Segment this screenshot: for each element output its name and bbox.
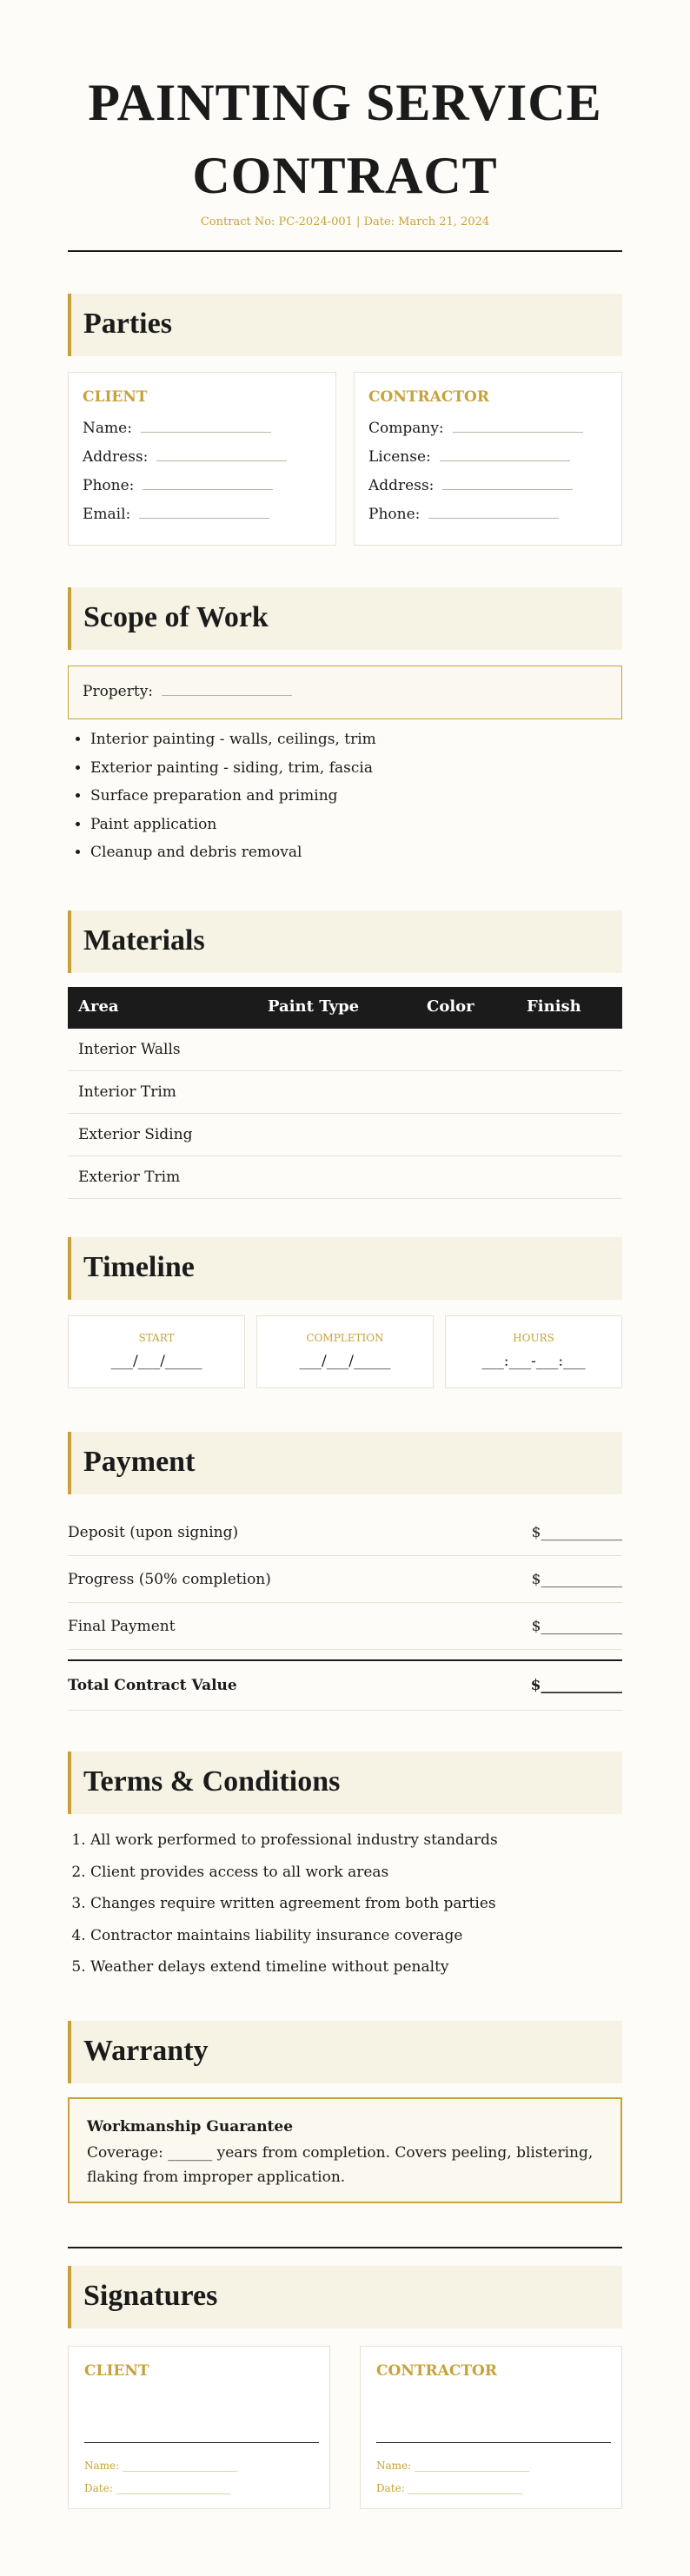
contractor-box <box>354 372 622 546</box>
section-payment-header <box>68 1432 622 1494</box>
client-address-field[interactable]: Address: <box>83 448 287 466</box>
contract-meta: Contract No: PC-2024-001 | Date: March 21, 2024 <box>200 215 490 228</box>
payment-row <box>68 1604 622 1650</box>
client-signature-line[interactable] <box>84 2442 319 2443</box>
payment-row <box>68 1510 622 1556</box>
section-materials-header <box>68 911 622 973</box>
table-row: Interior Walls <box>68 1029 622 1071</box>
client-phone-field[interactable]: Phone: <box>83 477 273 494</box>
table-header-row <box>68 987 622 1029</box>
total-label: Total Contract Value <box>68 1677 237 1694</box>
terms-list <box>68 1824 629 1983</box>
scope-list <box>68 725 612 867</box>
column-header-color: Color <box>427 997 474 1016</box>
materials-table <box>68 987 622 1199</box>
section-title: Warranty <box>83 2035 209 2067</box>
list-item: • Exterior painting - siding, trim, fascia <box>90 754 612 783</box>
page-title <box>0 66 690 212</box>
contractor-date-line[interactable]: Date: ______________________ <box>376 2482 523 2494</box>
section-terms-header <box>68 1752 622 1814</box>
client-signature-box[interactable] <box>68 2346 330 2509</box>
header-divider <box>68 250 622 252</box>
total-amount[interactable]: $___________ <box>530 1677 622 1694</box>
payment-label: Final Payment <box>68 1618 176 1635</box>
contractor-address-field[interactable]: Address: <box>368 477 573 494</box>
list-item: • Interior painting - walls, ceilings, trim <box>90 725 612 754</box>
payment-amount[interactable]: $___________ <box>531 1524 622 1541</box>
section-title: Parties <box>83 308 172 340</box>
section-title: Terms & Conditions <box>83 1765 341 1798</box>
client-email-field[interactable]: Email: <box>83 506 269 523</box>
payment-label: Deposit (upon signing) <box>68 1524 239 1541</box>
table-row: Exterior Trim <box>68 1156 622 1199</box>
payment-label: Progress (50% completion) <box>68 1571 271 1588</box>
completion-label: COMPLETION <box>306 1332 384 1344</box>
table-row: Exterior Siding <box>68 1114 622 1156</box>
payment-total-row <box>68 1663 622 1711</box>
warranty-box <box>68 2097 622 2203</box>
section-title: Signatures <box>83 2280 218 2312</box>
timeline-completion-box[interactable] <box>256 1315 434 1388</box>
section-title: Timeline <box>83 1251 195 1283</box>
column-header-finish: Finish <box>527 997 581 1016</box>
contractor-license-field[interactable]: License: <box>368 448 570 466</box>
warranty-text: Coverage: ______ years from completion. Covers peeling, blistering, flaking from improper application. <box>87 2144 594 2186</box>
payment-amount[interactable]: $___________ <box>531 1618 622 1635</box>
client-signature-label: CLIENT <box>84 2362 149 2380</box>
property-field[interactable]: Property: <box>83 683 292 700</box>
start-value: ___/___/_____ <box>110 1353 202 1370</box>
list-item: 2. Client provides access to all work areas <box>90 1857 629 1889</box>
timeline-start-box[interactable] <box>68 1315 245 1388</box>
contractor-label: CONTRACTOR <box>368 388 489 406</box>
table-row: Interior Trim <box>68 1071 622 1114</box>
payment-total-divider <box>68 1659 622 1661</box>
list-item: 3. Changes require written agreement from both parties <box>90 1888 629 1920</box>
property-box <box>68 666 622 719</box>
section-title: Materials <box>83 924 205 957</box>
section-scope-header <box>68 587 622 650</box>
section-timeline-header <box>68 1237 622 1300</box>
list-item: • Cleanup and debris removal <box>90 838 612 867</box>
client-name-line[interactable]: Name: ______________________ <box>84 2460 237 2472</box>
list-item: • Paint application <box>90 811 612 839</box>
payment-row <box>68 1557 622 1603</box>
section-warranty-header <box>68 2021 622 2083</box>
client-label: CLIENT <box>83 388 148 406</box>
payment-amount[interactable]: $___________ <box>531 1571 622 1588</box>
contractor-signature-label: CONTRACTOR <box>376 2362 497 2380</box>
signature-divider <box>68 2247 622 2248</box>
contractor-phone-field[interactable]: Phone: <box>368 506 559 523</box>
column-header-area: Area <box>78 997 119 1016</box>
list-item: 1. All work performed to professional industry standards <box>90 1824 629 1857</box>
list-item: • Surface preparation and priming <box>90 782 612 811</box>
section-title: Scope of Work <box>83 601 269 633</box>
list-item: 4. Contractor maintains liability insurance coverage <box>90 1920 629 1952</box>
timeline-hours-box[interactable] <box>445 1315 622 1388</box>
title-line-2: CONTRACT <box>192 147 498 204</box>
title-line-1: PAINTING SERVICE <box>88 74 602 131</box>
section-title: Payment <box>83 1446 196 1478</box>
contractor-name-line[interactable]: Name: ______________________ <box>376 2460 529 2472</box>
hours-label: HOURS <box>513 1332 554 1344</box>
column-header-paint-type: Paint Type <box>268 997 360 1016</box>
completion-value: ___/___/_____ <box>299 1353 391 1370</box>
section-signatures-header <box>68 2266 622 2328</box>
start-label: START <box>138 1332 175 1344</box>
list-item: 5. Weather delays extend timeline without penalty <box>90 1951 629 1983</box>
contractor-company-field[interactable]: Company: <box>368 420 583 437</box>
warranty-title: Workmanship Guarantee <box>87 2118 294 2136</box>
hours-value: ___:___-___:___ <box>481 1353 586 1370</box>
contractor-signature-line[interactable] <box>376 2442 611 2443</box>
client-name-field[interactable]: Name: <box>83 420 271 437</box>
section-parties-header <box>68 294 622 356</box>
client-box <box>68 372 336 546</box>
client-date-line[interactable]: Date: ______________________ <box>84 2482 231 2494</box>
contractor-signature-box[interactable] <box>360 2346 622 2509</box>
